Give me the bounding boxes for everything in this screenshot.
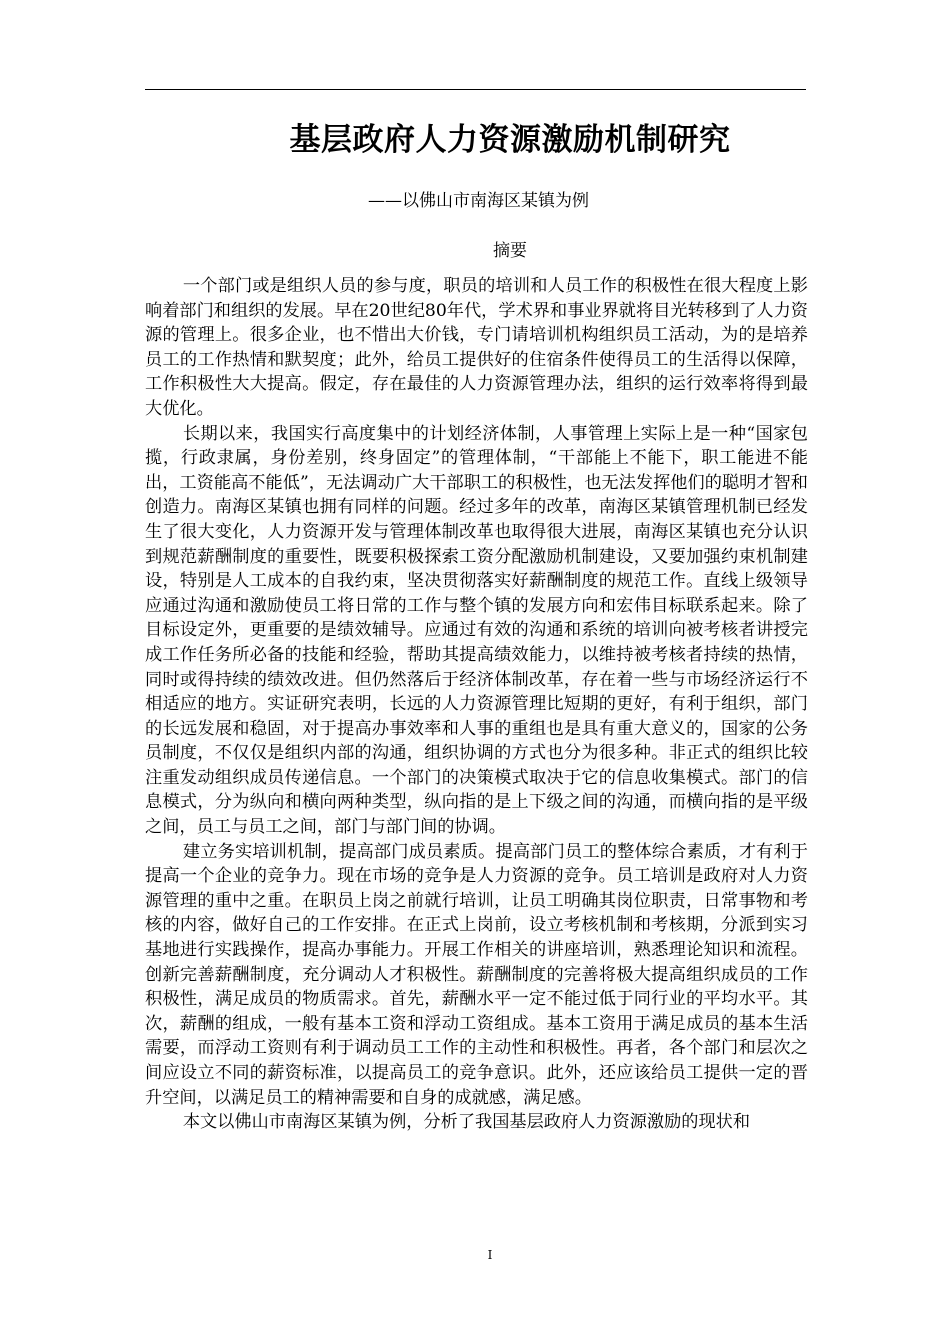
abstract-paragraph-2: 长期以来，我国实行高度集中的计划经济体制，人事管理上实际上是一种“国家包揽，行政隶属，身份差别，终身固定”的管理体制，“干部能上不能下，职工能进不能出，工资能高不能低”，无法调动广大干部职工的积极性，也无法发挥他们的聪明才智和创造力。南海区某镇也拥有同样的问题。经过多年的改革，南海区某镇管理机制已经发生了很大变化，人力资源开发与管理体制改革也取得很大进展，南海区某镇也充分认识到规范薪酬制度的重要性，既要积极探索工资分配激励机制建设，又要加强约束机制建设，特别是人工成本的自我约束，坚决贯彻落实好薪酬制度的规范工作。直线上级领导应通过沟通和激励使员工将日常的工作与整个镇的发展方向和宏伟目标联系起来。除了目标设定外，更重要的是绩效辅导。应通过有效的沟通和系统的培训向被考核者讲授完成工作任务所必备的技能和经验，帮助其提高绩效能力，以维持被考核者持续的热情，同时或得持续的绩效改进。但仍然落后于经济体制改革，存在着一些与市场经济运行不相适应的地方。实证研究表明，长远的人力资源管理比短期的更好，有利于组织，部门的长远发展和稳固，对于提高办事效率和人事的重组也是具有重大意义的，国家的公务员制度，不仅仅是组织内部的沟通，组织协调的方式也分为很多种。非正式的组织比较注重发动组织成员传递信息。一个部门的决策模式取决于它的信息收集模式。部门的信息模式，分为纵向和横向两种类型，纵向指的是上下级之间的沟通，而横向指的是平级之间，员工与员工之间，部门与部门间的协调。 [145,423,808,838]
abstract-paragraph-3: 建立务实培训机制，提高部门成员素质。提高部门员工的整体综合素质，才有利于提高一个企业的竞争力。现在市场的竞争是人力资源的竞争。员工培训是政府对人力资源管理的重中之重。在职员上岗之前就行培训，让员工明确其岗位职责，日常事物和考核的内容，做好自己的工作安排。在正式上岗前，设立考核机制和考核期，分派到实习基地进行实践操作，提高办事能力。开展工作相关的讲座培训，熟悉理论知识和流程。创新完善薪酬制度，充分调动人才积极性。薪酬制度的完善将极大提高组织成员的工作积极性，满足成员的物质需求。首先，薪酬水平一定不能过低于同行业的平均水平。其次，薪酬的组成，一般有基本工资和浮动工资组成。基本工资用于满足成员的基本生活需要，而浮动工资则有利于调动员工工作的主动性和积极性。再者，各个部门和层次之间应设立不同的薪资标准，以提高员工的竞争意识。此外，还应该给员工提供一定的晋升空间，以满足员工的精神需要和自身的成就感，满足感。 [145,841,808,1108]
abstract-heading: 摘要 [493,241,527,261]
abstract-paragraph-4: 本文以佛山市南海区某镇为例，分析了我国基层政府人力资源激励的现状和 [182,1112,751,1133]
abstract-paragraph-1: 一个部门或是组织人员的参与度，职员的培训和人员工作的积极性在很大程度上影响着部门和组织的发展。早在20世纪80年代，学术界和事业界就将目光转移到了人力资源的管理上。很多企业，也不惜出大价钱，专门请培训机构组织员工活动，为的是培养员工的工作热情和默契度；此外，给员工提供好的住宿条件使得员工的生活得以保障，工作积极性大大提高。假定，存在最佳的人力资源管理办法，组织的运行效率将得到最大优化。 [145,276,808,419]
header-rule [145,89,806,90]
page-number: I [487,1248,493,1262]
abstract-body [145,274,808,1135]
document-subtitle: ——以佛山市南海区某镇为例 [368,191,589,211]
document-title: 基层政府人力资源激励机制研究 [289,122,731,158]
